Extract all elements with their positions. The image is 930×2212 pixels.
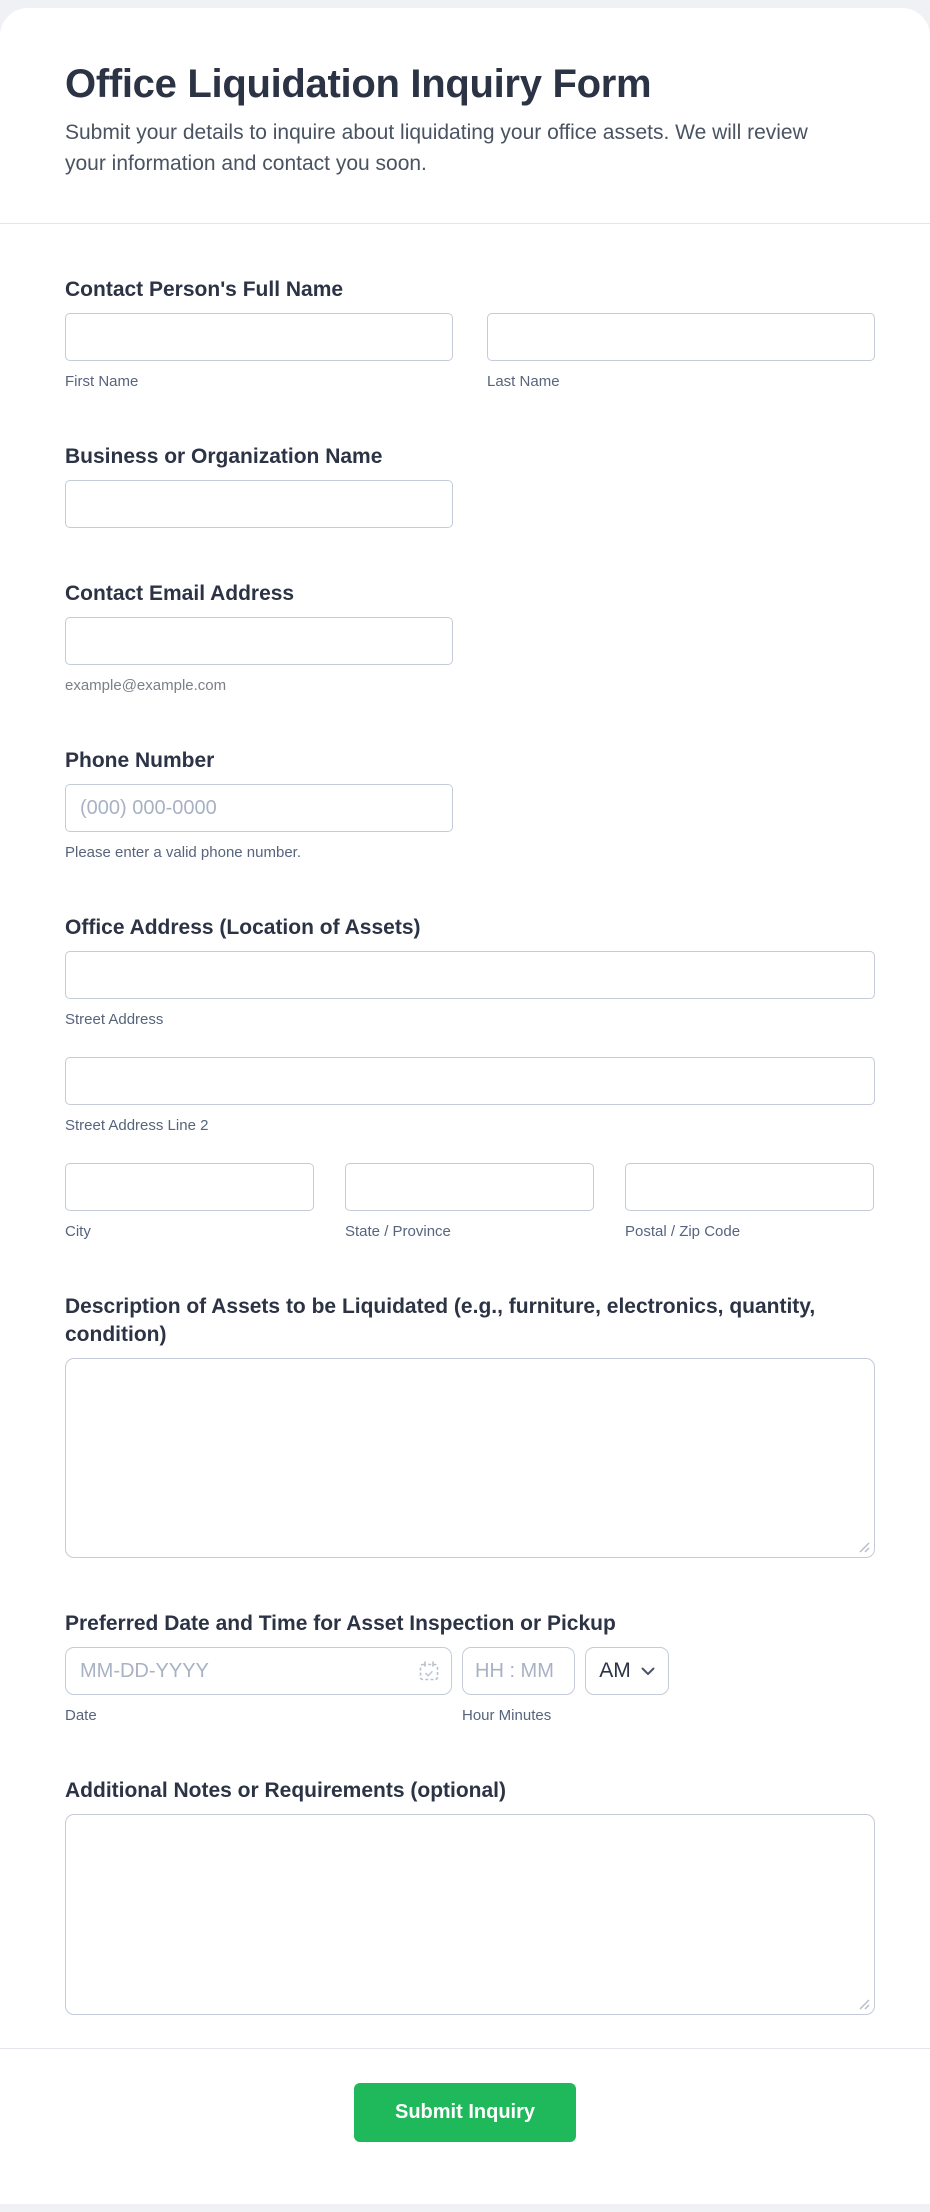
date-sublabel: Date	[65, 1707, 97, 1724]
chevron-down-icon	[641, 1667, 655, 1676]
phone-helper-text: Please enter a valid phone number.	[65, 844, 301, 861]
email-helper-text: example@example.com	[65, 677, 227, 694]
datetime-label: Preferred Date and Time for Asset Inspection or Pickup	[65, 1612, 616, 1635]
page-subtitle: Submit your details to inquire about liquidating your office assets. We will review your information and contact you soon.	[65, 121, 808, 175]
field-description	[65, 1293, 875, 1558]
first-name-sublabel: First Name	[65, 373, 139, 390]
field-datetime	[65, 1610, 875, 1725]
submit-button[interactable]: Submit Inquiry	[354, 2083, 576, 2142]
city-sublabel: City	[65, 1223, 91, 1240]
form-header	[0, 60, 930, 179]
postal-input[interactable]	[625, 1163, 874, 1211]
form-card	[0, 8, 930, 2204]
first-name-input[interactable]	[65, 313, 453, 361]
state-sublabel: State / Province	[345, 1223, 451, 1240]
street-address-input[interactable]	[65, 951, 875, 999]
calendar-icon[interactable]	[418, 1660, 440, 1682]
field-address	[65, 914, 875, 1241]
form-body	[0, 276, 930, 2015]
notes-label: Additional Notes or Requirements (optional)	[65, 1779, 507, 1802]
street-address-sublabel: Street Address	[65, 1011, 164, 1028]
field-full-name	[65, 276, 875, 391]
resize-handle-icon[interactable]	[858, 1998, 870, 2010]
header-divider	[0, 223, 930, 224]
postal-sublabel: Postal / Zip Code	[625, 1223, 741, 1240]
email-label: Contact Email Address	[65, 582, 295, 605]
street-address2-input[interactable]	[65, 1057, 875, 1105]
street-address2-sublabel: Street Address Line 2	[65, 1117, 209, 1134]
email-input[interactable]	[65, 617, 453, 665]
date-input[interactable]	[65, 1647, 452, 1695]
description-label: Description of Assets to be Liquidated (e.g., furniture, electronics, quantity, condition)	[65, 1295, 816, 1346]
address-label: Office Address (Location of Assets)	[65, 916, 421, 939]
organization-input[interactable]	[65, 480, 453, 528]
notes-textarea[interactable]	[65, 1814, 875, 2015]
footer-divider	[0, 2048, 930, 2049]
city-input[interactable]	[65, 1163, 314, 1211]
resize-handle-icon[interactable]	[858, 1541, 870, 1553]
field-organization	[65, 443, 875, 528]
field-phone	[65, 747, 875, 862]
time-sublabel: Hour Minutes	[462, 1707, 552, 1724]
ampm-select[interactable]	[585, 1647, 669, 1695]
phone-label: Phone Number	[65, 749, 215, 772]
field-notes	[65, 1777, 875, 2015]
full-name-label: Contact Person's Full Name	[65, 278, 344, 301]
field-email	[65, 580, 875, 695]
ampm-selected-value: AM	[599, 1659, 631, 1682]
submit-row	[0, 2083, 930, 2142]
time-input[interactable]	[462, 1647, 575, 1695]
last-name-input[interactable]	[487, 313, 875, 361]
page-title: Office Liquidation Inquiry Form	[65, 62, 652, 106]
organization-label: Business or Organization Name	[65, 445, 383, 468]
description-textarea[interactable]	[65, 1358, 875, 1558]
state-input[interactable]	[345, 1163, 594, 1211]
phone-input[interactable]	[65, 784, 453, 832]
last-name-sublabel: Last Name	[487, 373, 560, 390]
